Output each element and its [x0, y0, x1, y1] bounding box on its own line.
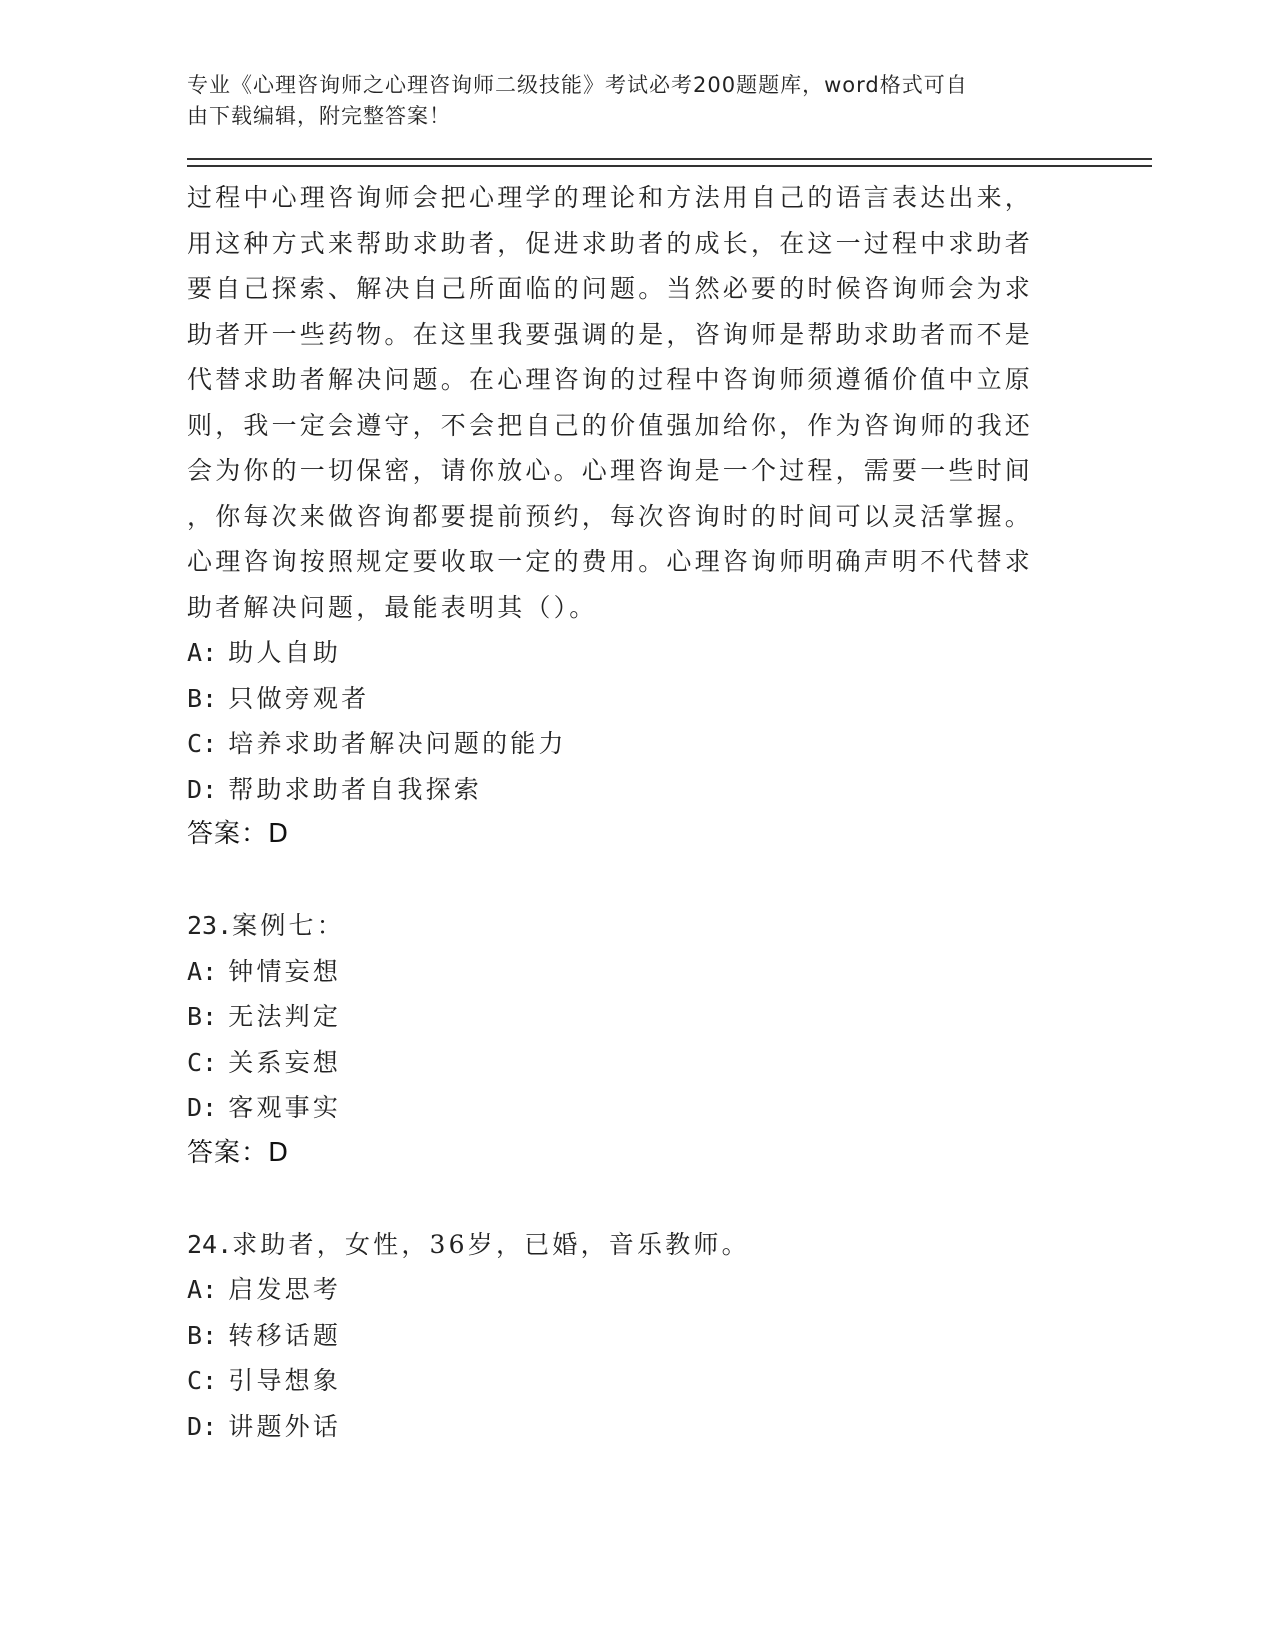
option-text: 客观事实	[228, 1093, 342, 1122]
question-22-option-c	[187, 721, 1152, 767]
question-23-option-a	[187, 949, 1152, 995]
option-text: 启发思考	[228, 1275, 342, 1304]
option-text: 转移话题	[228, 1320, 342, 1350]
stem-line: ，你每次来做咨询都要提前预约，每次咨询时的时间可以灵活掌握。	[187, 501, 1034, 531]
stem-line: 则，我一定会遵守，不会把自己的价值强加给你，作为咨询师的我还	[187, 410, 1034, 440]
document-header	[187, 70, 1057, 132]
spacer	[187, 858, 1152, 904]
question-23-answer: 答案：D	[187, 1137, 290, 1168]
question-24-option-b	[187, 1313, 1152, 1359]
question-number: 24.	[187, 1229, 233, 1259]
option-letter: B:	[187, 1002, 218, 1031]
question-22-option-a	[187, 630, 1152, 676]
question-24-option-a	[187, 1267, 1152, 1313]
header-line-2: 由下载编辑，附完整答案！	[187, 104, 451, 128]
option-letter: B:	[187, 683, 218, 713]
option-letter: D:	[187, 774, 218, 804]
option-letter: B:	[187, 1320, 218, 1350]
option-text: 助人自助	[228, 638, 342, 667]
option-letter: C:	[187, 729, 218, 758]
option-text: 只做旁观者	[228, 683, 370, 713]
option-text: 讲题外话	[228, 1411, 342, 1441]
question-text: 求助者，女性，36岁，已婚，音乐教师。	[232, 1229, 750, 1259]
question-24-stem	[187, 1222, 1152, 1268]
option-text: 钟情妄想	[228, 956, 342, 986]
spacer	[187, 1176, 1152, 1222]
stem-line: 助者开一些药物。在这里我要强调的是，咨询师是帮助求助者而不是	[187, 319, 1034, 349]
option-letter: A:	[187, 1275, 218, 1304]
stem-line: 过程中心理咨询师会把心理学的理论和方法用自己的语言表达出来，	[187, 183, 1034, 212]
option-text: 无法判定	[228, 1002, 342, 1031]
stem-line: 心理咨询按照规定要收取一定的费用。心理咨询师明确声明不代替求	[187, 547, 1034, 576]
question-22-answer: 答案：D	[187, 819, 290, 849]
stem-line: 用这种方式来帮助求助者，促进求助者的成长，在这一过程中求助者	[187, 228, 1034, 258]
header-line-1: 专业《心理咨询师之心理咨询师二级技能》考试必考200题题库，word格式可自	[187, 73, 968, 97]
option-letter: D:	[187, 1411, 218, 1441]
question-text: 案例七：	[232, 911, 345, 940]
stem-line: 要自己探索、解决自己所面临的问题。当然必要的时候咨询师会为求	[187, 274, 1034, 303]
option-letter: A:	[187, 956, 218, 986]
option-text: 培养求助者解决问题的能力	[228, 729, 567, 758]
option-letter: C:	[187, 1047, 218, 1077]
header-double-rule	[187, 158, 1152, 167]
stem-line: 代替求助者解决问题。在心理咨询的过程中咨询师须遵循价值中立原	[187, 365, 1034, 394]
question-23-option-c	[187, 1040, 1152, 1086]
stem-line: 助者解决问题，最能表明其（）。	[187, 592, 598, 622]
question-24-option-c	[187, 1358, 1152, 1404]
document-page	[187, 70, 1152, 1449]
question-23-option-d	[187, 1085, 1152, 1131]
question-number: 23.	[187, 911, 233, 940]
question-24-option-d	[187, 1404, 1152, 1450]
option-letter: A:	[187, 638, 218, 667]
option-text: 帮助求助者自我探索	[228, 774, 483, 804]
question-22-stem	[187, 175, 1057, 630]
option-text: 关系妄想	[228, 1047, 342, 1077]
option-letter: C:	[187, 1366, 218, 1395]
stem-line: 会为你的一切保密，请你放心。心理咨询是一个过程，需要一些时间	[187, 456, 1034, 485]
question-23-stem	[187, 903, 1152, 949]
document-body	[187, 175, 1152, 1449]
option-letter: D:	[187, 1093, 218, 1122]
option-text: 引导想象	[228, 1366, 342, 1395]
question-23-option-b	[187, 994, 1152, 1040]
question-22-option-b	[187, 676, 1152, 722]
question-22-option-d	[187, 767, 1152, 813]
